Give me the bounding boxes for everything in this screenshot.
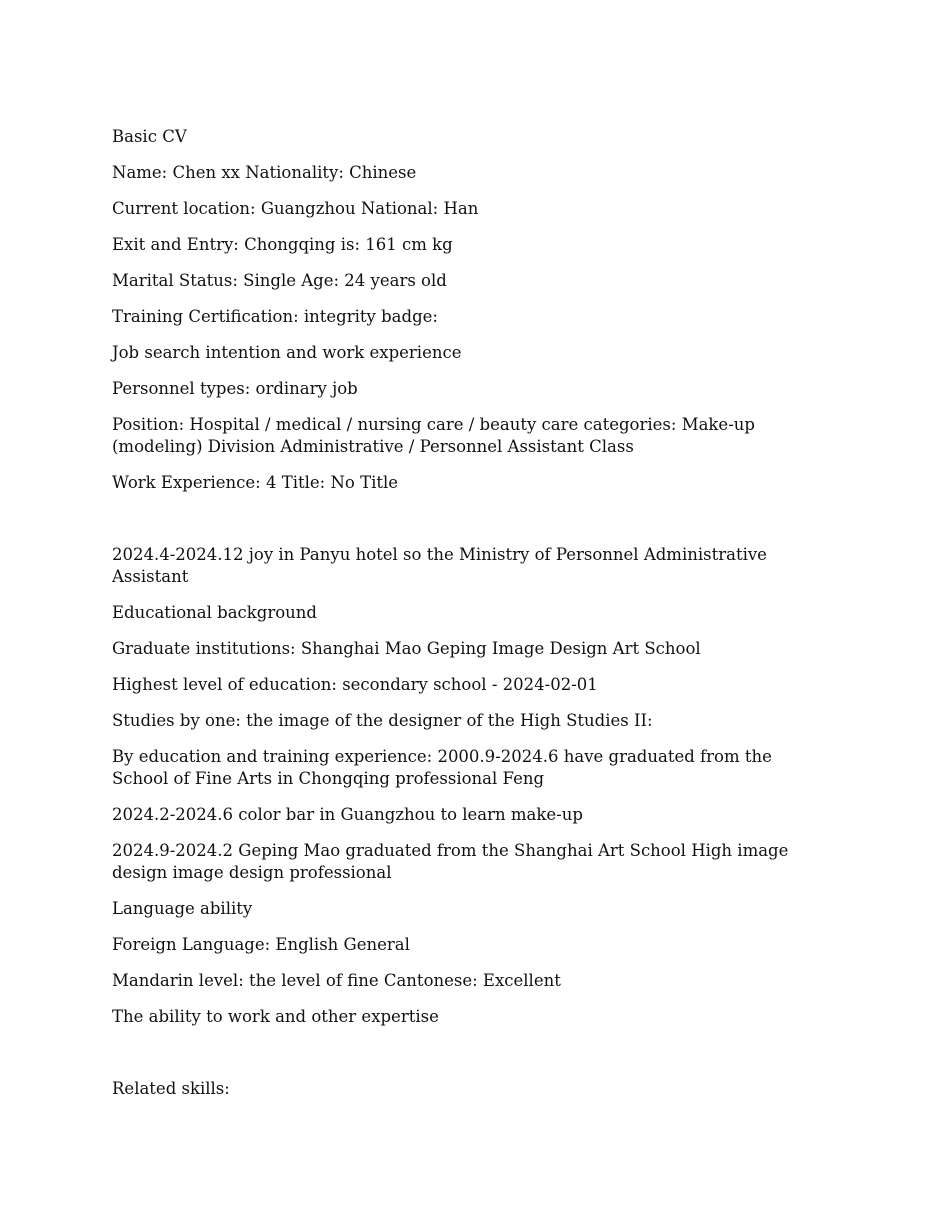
highest-education-line: Highest level of education: secondary school - 2024-02-01 [112, 675, 598, 694]
work-history-entry: 2024.4-2024.12 joy in Panyu hotel so the Ministry of Personnel Administrative Assistant [112, 545, 767, 586]
education-heading: Educational background [112, 603, 317, 622]
name-nationality-line: Name: Chen xx Nationality: Chinese [112, 163, 417, 182]
makeup-course-line: 2024.2-2024.6 color bar in Guangzhou to learn make-up [112, 805, 583, 824]
studies-line: Studies by one: the image of the designer of the High Studies II: [112, 711, 653, 730]
current-location-line: Current location: Guangzhou National: Han [112, 199, 479, 218]
blank-spacer [112, 508, 832, 544]
work-experience-line: Work Experience: 4 Title: No Title [112, 473, 399, 492]
foreign-language-line: Foreign Language: English General [112, 935, 410, 954]
training-certification-line: Training Certification: integrity badge: [112, 307, 438, 326]
language-heading: Language ability [112, 899, 253, 918]
ability-heading: The ability to work and other expertise [112, 1007, 439, 1026]
training-experience-line: By education and training experience: 2000.9-2024.6 have graduated from the School of Fine Arts in Chongqing professional Feng [112, 747, 772, 788]
cv-title: Basic CV [112, 127, 187, 146]
mandarin-level-line: Mandarin level: the level of fine Cantonese: Excellent [112, 971, 561, 990]
related-skills-line: Related skills: [112, 1079, 230, 1098]
personnel-types-line: Personnel types: ordinary job [112, 379, 358, 398]
exit-entry-line: Exit and Entry: Chongqing is: 161 cm kg [112, 235, 453, 254]
position-line: Position: Hospital / medical / nursing care / beauty care categories: Make-up (modeling) Division Administrative / Personnel Assistant Class [112, 415, 755, 456]
job-search-heading: Job search intention and work experience [112, 343, 462, 362]
cv-document [112, 126, 832, 1114]
blank-spacer [112, 1042, 832, 1078]
marital-status-line: Marital Status: Single Age: 24 years old [112, 271, 447, 290]
art-school-line: 2024.9-2024.2 Geping Mao graduated from the Shanghai Art School High image design image design professional [112, 841, 789, 882]
graduate-institution-line: Graduate institutions: Shanghai Mao Geping Image Design Art School [112, 639, 701, 658]
